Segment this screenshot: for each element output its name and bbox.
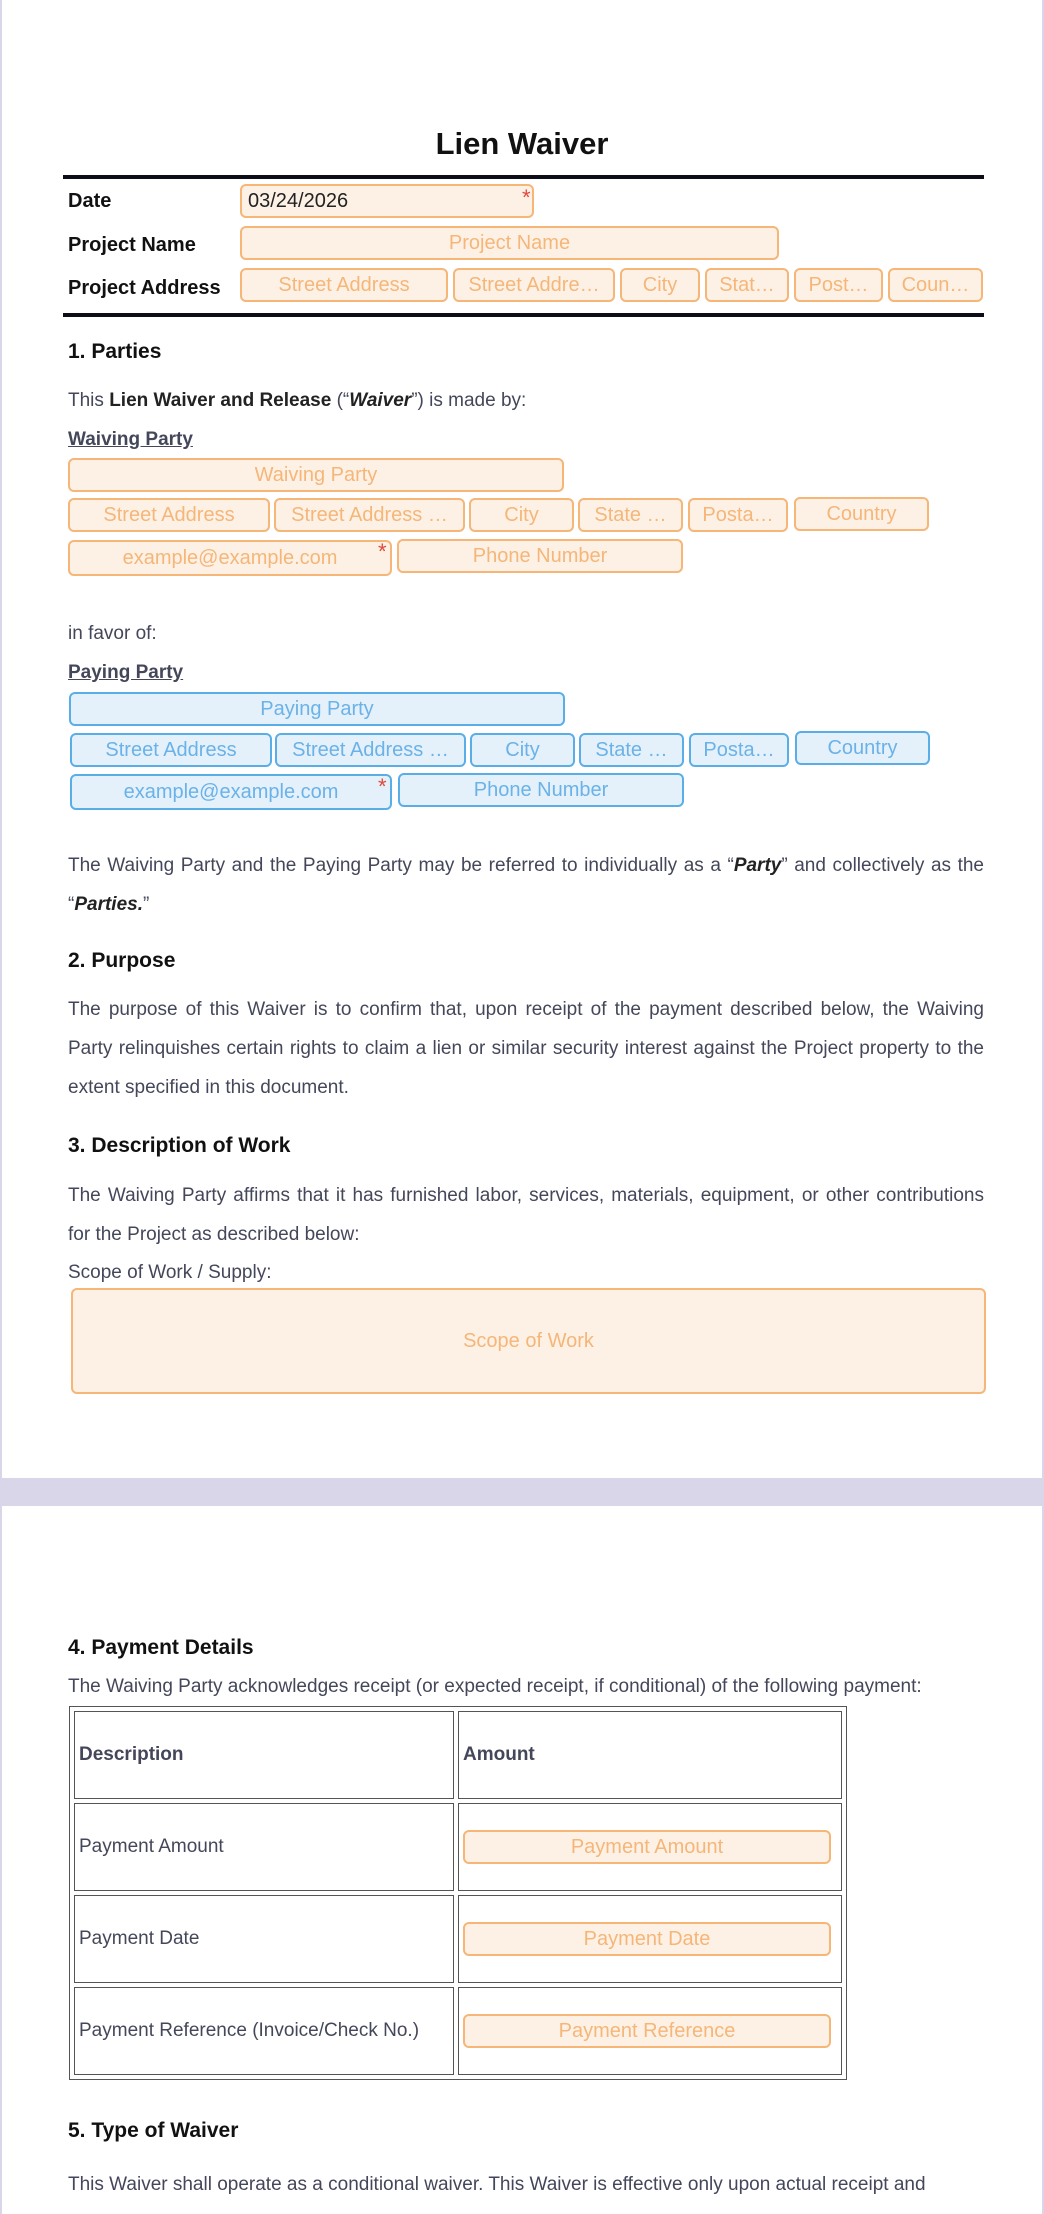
document-page-2: [2, 1506, 1042, 2214]
placeholder-text: Phone Number: [472, 544, 608, 567]
paying-email-field[interactable]: [70, 774, 392, 810]
parties-term: Parties.: [74, 894, 143, 915]
date-value: 03/24/2026: [248, 189, 349, 212]
waiver-type-text: This Waiver shall operate as a conditional waiver. This Waiver is effective only upon actual receipt and: [68, 2174, 926, 2195]
document-page-1: [2, 0, 1042, 1478]
required-asterisk: *: [522, 185, 531, 210]
parties-definition-text: [68, 846, 984, 924]
waiving-email-field[interactable]: [68, 540, 392, 576]
waiving-city-field[interactable]: [469, 498, 574, 532]
placeholder-text: Post…: [808, 273, 869, 296]
project-city-field[interactable]: [620, 268, 700, 302]
project-country-field[interactable]: [888, 268, 983, 302]
intro-text: (“: [331, 390, 350, 411]
paying-country-field[interactable]: [795, 731, 930, 765]
placeholder-text: Paying Party: [260, 697, 374, 720]
scope-label: Scope of Work / Supply:: [68, 1262, 272, 1283]
table-row: [74, 1895, 842, 1983]
definition-text: ” and collectively as the “: [68, 855, 984, 915]
placeholder-text: Coun…: [901, 273, 970, 296]
section-2-heading: 2. Purpose: [68, 949, 176, 972]
intro-bold: Lien Waiver and Release: [109, 390, 332, 411]
paying-street2-field[interactable]: [275, 733, 466, 767]
waiving-country-field[interactable]: [794, 497, 929, 531]
placeholder-text: Posta…: [703, 738, 775, 761]
definition-text: The Waiving Party and the Paying Party may be referred to individually as a “: [68, 855, 734, 876]
table-row: [74, 1987, 842, 2075]
placeholder-text: example@example.com: [122, 546, 338, 569]
placeholder-text: City: [505, 738, 540, 761]
waiving-state-field[interactable]: [578, 498, 683, 532]
placeholder-text: Country: [827, 736, 898, 759]
placeholder-text: Waiving Party: [254, 463, 378, 486]
placeholder-text: State …: [595, 738, 668, 761]
placeholder-text: Street Address …: [292, 738, 449, 761]
paying-city-field[interactable]: [470, 733, 575, 767]
placeholder-text: Posta…: [702, 503, 774, 526]
waiving-phone-field[interactable]: [397, 539, 683, 573]
required-asterisk: *: [378, 539, 387, 564]
payment-amount-field[interactable]: [463, 1830, 831, 1864]
intro-italic: Waiver: [349, 390, 412, 411]
project-street-field[interactable]: [240, 268, 448, 302]
project-name-placeholder: Project Name: [448, 231, 571, 254]
waiving-street-field[interactable]: [68, 498, 270, 532]
date-field[interactable]: [240, 184, 534, 218]
table-header-cell: Amount: [458, 1711, 842, 1799]
placeholder-text: example@example.com: [123, 780, 339, 803]
intro-text: ”) is made by:: [411, 390, 527, 411]
section-4-heading: 4. Payment Details: [68, 1636, 254, 1659]
intro-text: This: [68, 390, 110, 411]
in-favor-of-text: in favor of:: [68, 623, 157, 644]
placeholder-text: Street Address: [105, 738, 237, 761]
waiving-party-label: Waiving Party: [68, 429, 193, 450]
payment-table: [69, 1706, 847, 2080]
description-of-work-text: The Waiving Party affirms that it has furnished labor, services, materials, equipment, or other contributions for the Project as described below:: [68, 1185, 984, 1245]
placeholder-text: State …: [594, 503, 667, 526]
header-bottom-rule: [63, 313, 984, 317]
waiving-street2-field[interactable]: [274, 498, 465, 532]
paying-postal-field[interactable]: [689, 733, 789, 767]
placeholder-text: Street Address: [103, 503, 235, 526]
table-cell: Payment Reference (Invoice/Check No.): [74, 1987, 454, 2075]
required-asterisk: *: [378, 774, 387, 799]
placeholder-text: Scope of Work: [463, 1329, 594, 1352]
purpose-text: The purpose of this Waiver is to confirm that, upon receipt of the payment described below, the Waiving Party relinquishes certain rights to claim a lien or similar security interest against the Project property to the extent specified in this document.: [68, 999, 984, 1098]
project-name-field[interactable]: [240, 226, 779, 260]
paying-street-field[interactable]: [70, 733, 272, 767]
party-term: Party: [733, 855, 782, 876]
placeholder-text: Street Address: [278, 273, 410, 296]
header-top-rule: [63, 175, 984, 179]
paying-phone-field[interactable]: [398, 773, 684, 807]
waiving-party-name-field[interactable]: [68, 458, 564, 492]
placeholder-text: City: [642, 273, 678, 296]
paying-party-label: Paying Party: [68, 662, 184, 683]
placeholder-text: Street Addre…: [468, 273, 600, 296]
paying-state-field[interactable]: [579, 733, 684, 767]
table-cell: [458, 1803, 842, 1891]
placeholder-text: Country: [826, 502, 897, 525]
parties-intro: [68, 390, 526, 412]
payment-intro-text: The Waiving Party acknowledges receipt (or expected receipt, if conditional) of the following payment:: [68, 1676, 922, 1697]
section-1-heading: 1. Parties: [68, 340, 162, 363]
project-state-field[interactable]: [705, 268, 789, 302]
table-cell: [458, 1895, 842, 1983]
section-5-heading: 5. Type of Waiver: [68, 2119, 239, 2142]
table-row: [74, 1803, 842, 1891]
section-3-heading: 3. Description of Work: [68, 1134, 291, 1157]
table-cell: Payment Amount: [74, 1803, 454, 1891]
placeholder-text: City: [504, 503, 539, 526]
project-name-label: Project Name: [68, 234, 196, 256]
date-label: Date: [68, 190, 112, 212]
placeholder-text: Payment Reference: [558, 2019, 736, 2042]
placeholder-text: Payment Amount: [570, 1835, 724, 1858]
placeholder-text: Payment Date: [583, 1927, 711, 1950]
table-cell: [458, 1987, 842, 2075]
placeholder-text: Street Address …: [291, 503, 448, 526]
project-postal-field[interactable]: [794, 268, 883, 302]
placeholder-text: Phone Number: [473, 778, 609, 801]
payment-reference-field[interactable]: [463, 2014, 831, 2048]
placeholder-text: Stat…: [719, 273, 775, 296]
table-header-row: [74, 1711, 842, 1799]
payment-date-field[interactable]: [463, 1922, 831, 1956]
table-header-cell: Description: [74, 1711, 454, 1799]
table-cell: Payment Date: [74, 1895, 454, 1983]
project-address-label: Project Address: [68, 277, 221, 299]
project-street2-field[interactable]: [453, 268, 615, 302]
scope-of-work-field[interactable]: [71, 1288, 986, 1394]
paying-party-name-field[interactable]: [69, 692, 565, 726]
definition-text: ”: [142, 894, 150, 915]
waiving-postal-field[interactable]: [688, 498, 788, 532]
document-title: Lien Waiver: [435, 126, 609, 161]
